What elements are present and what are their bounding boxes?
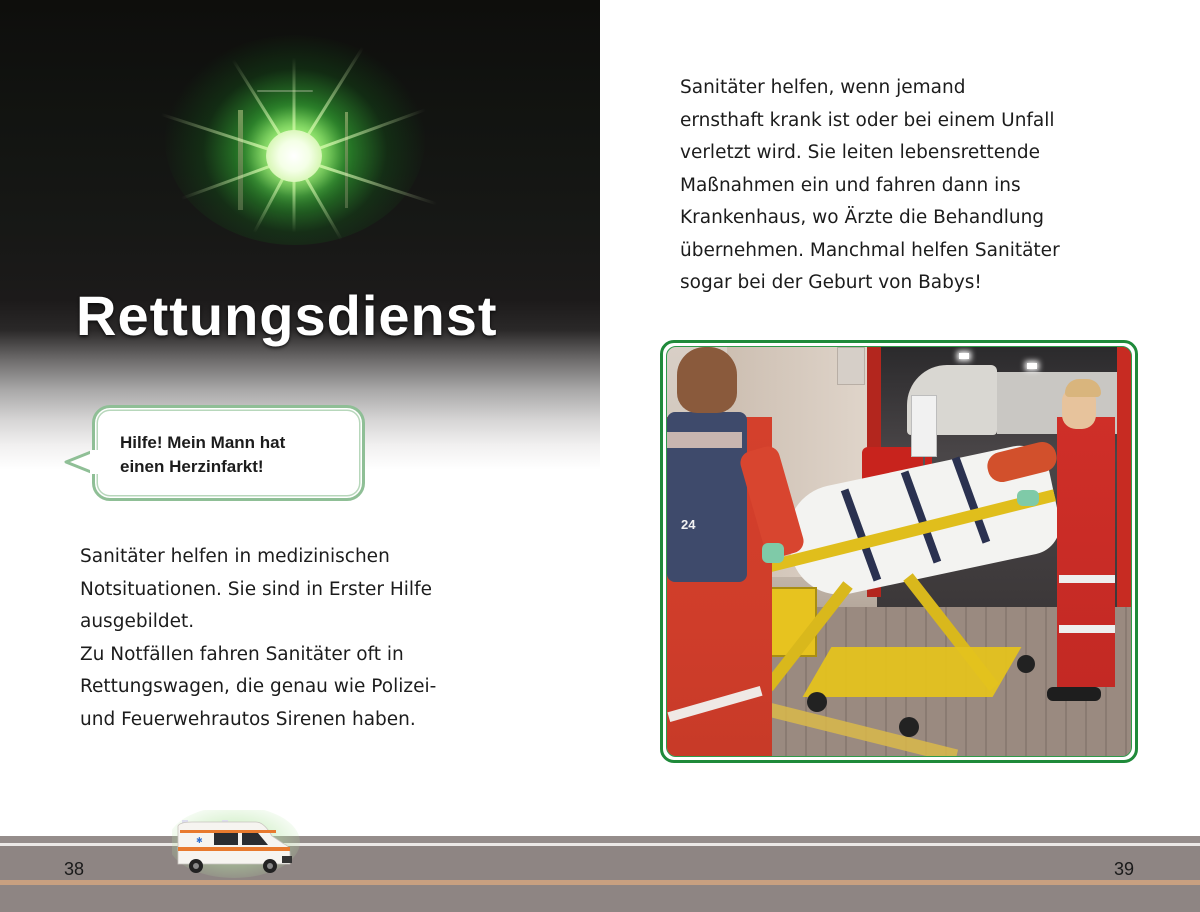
text-line: ernsthaft krank ist oder bei einem Unfall xyxy=(680,109,1055,131)
right-paragraph xyxy=(680,72,1060,300)
paramedic-photo xyxy=(666,346,1132,757)
svg-text:✱: ✱ xyxy=(196,836,203,845)
text-line: Rettungswagen, die genau wie Polizei- xyxy=(80,676,437,697)
text-line: Sanitäter helfen in medizinischen xyxy=(80,546,390,567)
page-number-right: 39 xyxy=(1114,859,1135,879)
page-number-left: 38 xyxy=(64,859,85,879)
text-line: und Feuerwehrautos Sirenen haben. xyxy=(80,708,416,730)
left-paragraph xyxy=(80,541,436,736)
text-line: übernehmen. Manchmal helfen Sanitäter xyxy=(680,239,1060,261)
text-line: verletzt wird. Sie leiten lebensrettende xyxy=(680,142,1040,163)
text-line: Krankenhaus, wo Ärzte die Behandlung xyxy=(680,207,1045,228)
paramedic-photo-frame xyxy=(660,340,1138,763)
text-line: sogar bei der Geburt von Babys! xyxy=(680,272,982,293)
speech-bubble-text xyxy=(120,431,360,479)
hero-panel xyxy=(0,0,600,470)
speech-line-2: einen Herzinfarkt! xyxy=(120,457,264,476)
text-line: ausgebildet. xyxy=(80,611,195,632)
light-housing-post-left xyxy=(238,110,243,210)
text-line: Zu Notfällen fahren Sanitäter oft in xyxy=(80,643,404,665)
ambulance-icon xyxy=(172,810,300,878)
text-line: Maßnahmen ein und fahren dann ins xyxy=(680,174,1021,196)
speech-line-1: Hilfe! Mein Mann hat xyxy=(120,433,286,452)
light-housing-post-right xyxy=(345,112,348,208)
emergency-light-core xyxy=(266,130,322,182)
text-line: Notsituationen. Sie sind in Erster Hilfe xyxy=(80,578,432,600)
road-center-stripe xyxy=(0,880,1200,885)
speech-bubble-tail-mask xyxy=(90,446,100,478)
vest-number: 24 xyxy=(681,517,696,532)
text-line: Sanitäter helfen, wenn jemand xyxy=(680,77,966,98)
light-housing-cap xyxy=(257,90,313,92)
page-title: Rettungsdienst xyxy=(76,284,498,347)
